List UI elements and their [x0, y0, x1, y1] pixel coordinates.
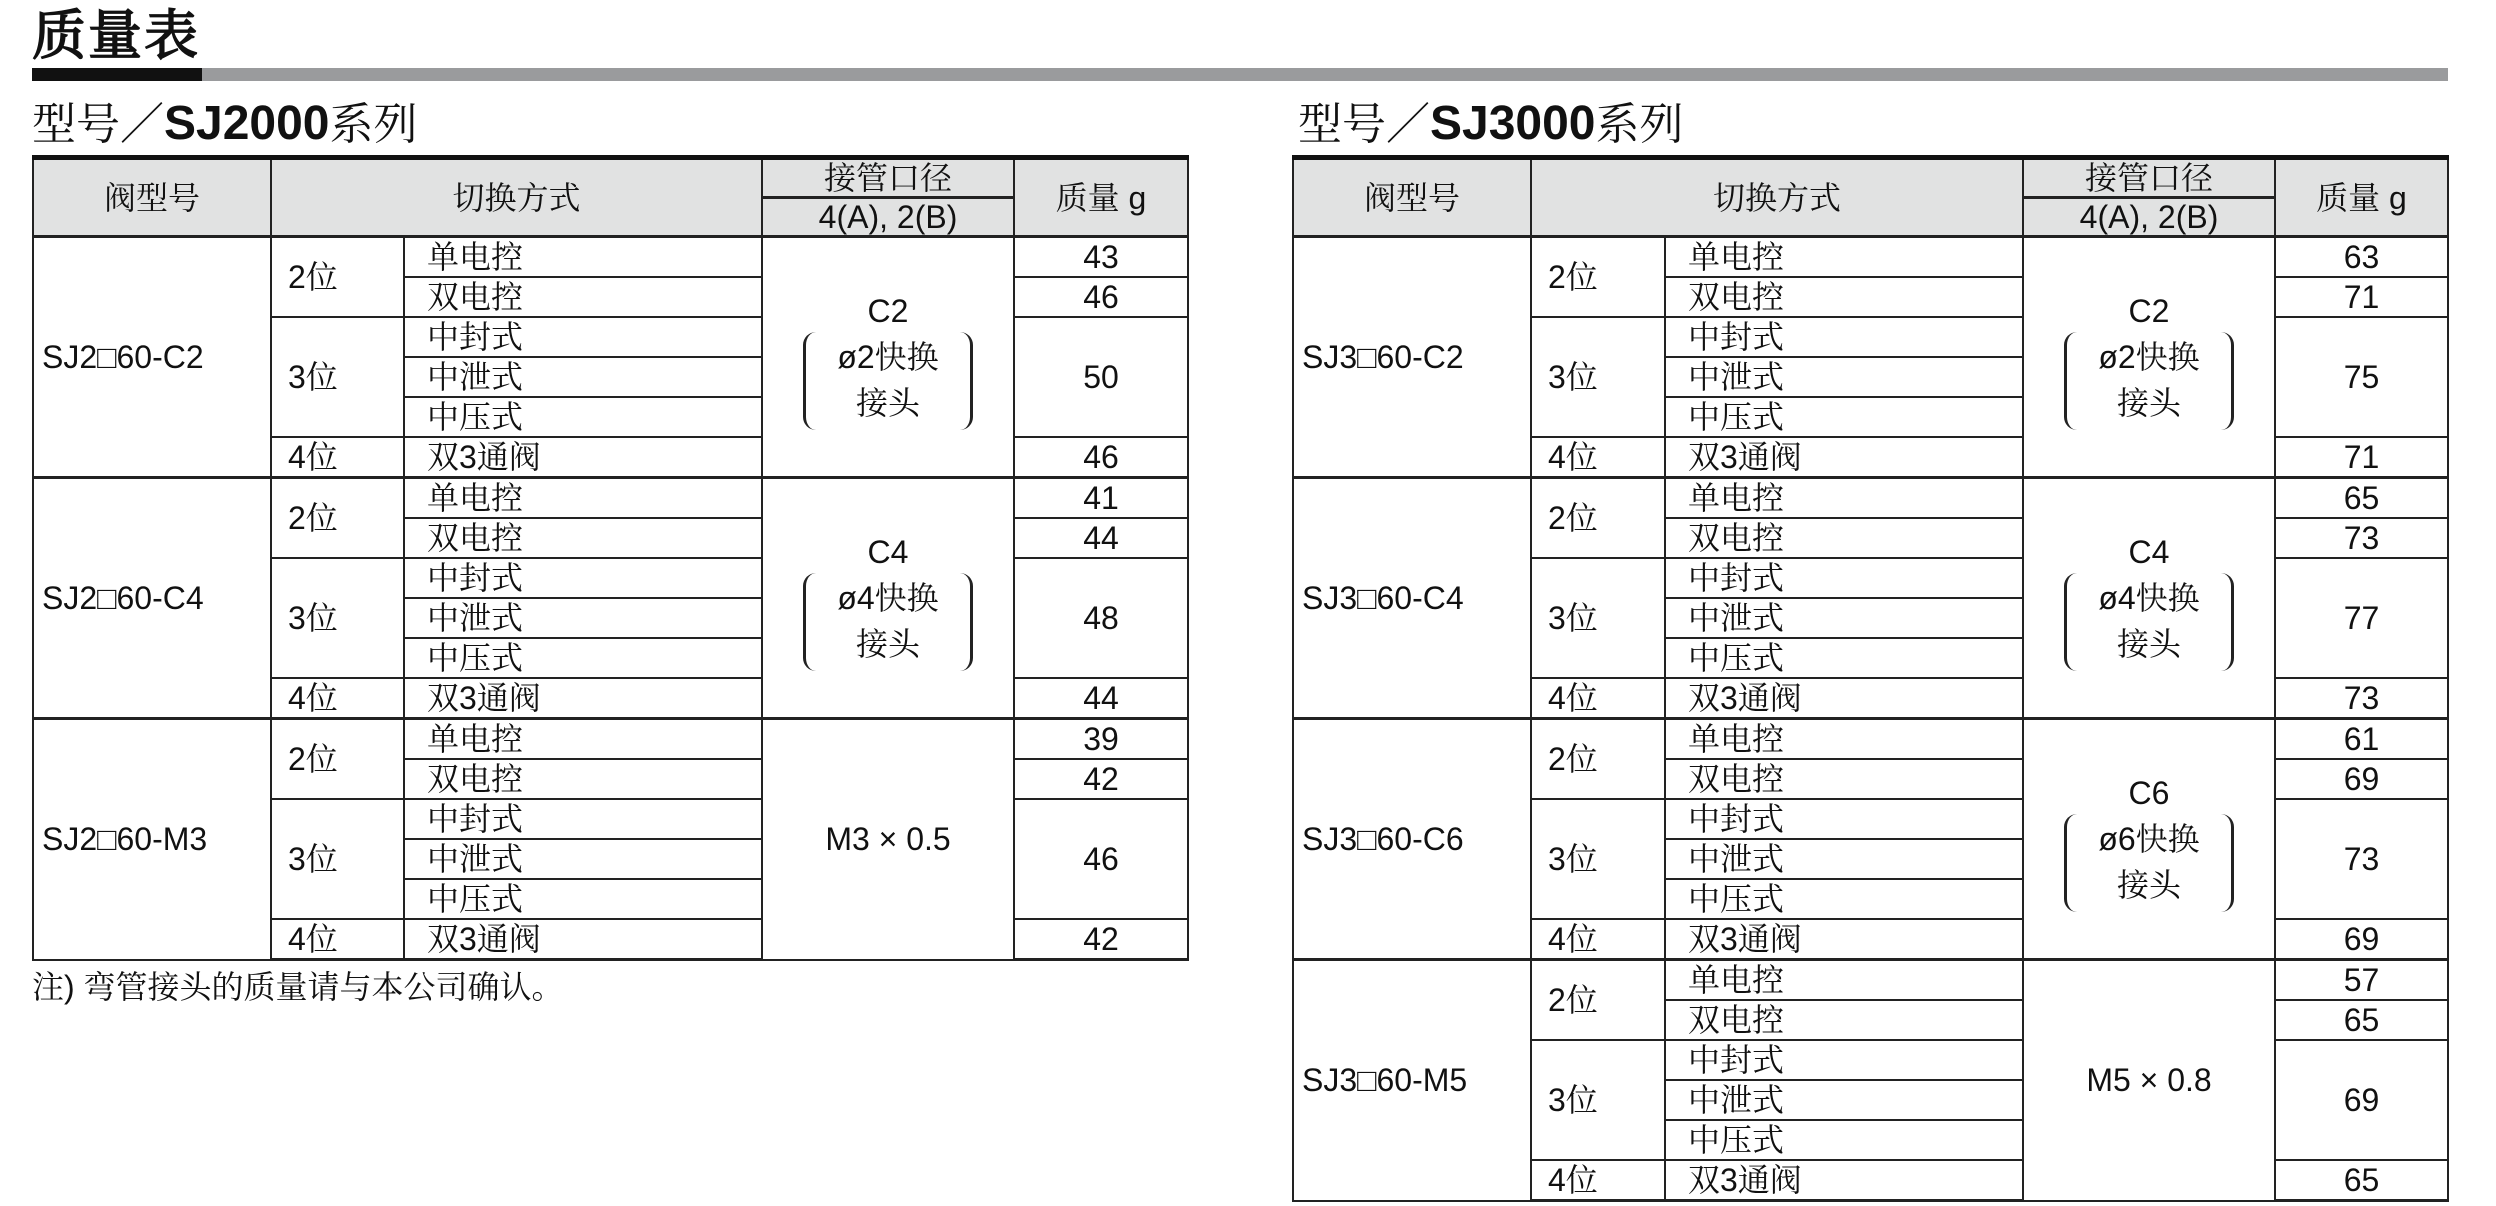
- switching-method-cell: 中封式: [1665, 1040, 2023, 1080]
- mass-value-cell: 42: [1014, 919, 1188, 960]
- switching-method-cell: 单电控: [1665, 719, 2023, 760]
- left-paren-icon: [803, 332, 816, 430]
- port-text-line: ø4快换: [2098, 580, 2200, 616]
- position-cell: 4位: [271, 678, 404, 719]
- port-text-line: 接头: [856, 385, 921, 421]
- position-cell: 4位: [1531, 1160, 1665, 1201]
- left-paren-icon: [2064, 332, 2077, 430]
- port-text-line: ø2快换: [2098, 339, 2200, 375]
- mass-value-cell: 63: [2275, 237, 2448, 278]
- port-fitting-label: [2064, 288, 2233, 426]
- port-size-cell: [2023, 719, 2275, 960]
- model-cell: SJ2□60-C2: [33, 237, 271, 478]
- position-cell: 2位: [271, 478, 404, 559]
- port-text-line: 接头: [2117, 867, 2182, 903]
- footnote: 注) 弯管接头的质量请与本公司确认。: [32, 969, 564, 1005]
- switching-method-cell: 中封式: [1665, 799, 2023, 839]
- mass-value-cell: 43: [1014, 237, 1188, 278]
- mass-value-cell: 48: [1014, 558, 1188, 678]
- position-cell: 3位: [1531, 558, 1665, 678]
- port-fitting-label: [803, 529, 972, 667]
- switching-method-cell: 中封式: [404, 558, 762, 598]
- port-size-cell: [2023, 237, 2275, 478]
- title-underline-rule: [202, 68, 2448, 81]
- switching-method-cell: 中泄式: [404, 839, 762, 879]
- mass-value-cell: 75: [2275, 317, 2448, 437]
- mass-value-cell: 77: [2275, 558, 2448, 678]
- mass-value-cell: 69: [2275, 919, 2448, 960]
- port-size-cell: [762, 237, 1014, 478]
- left-paren-icon: [803, 573, 816, 671]
- position-cell: 2位: [1531, 719, 1665, 800]
- port-fitting-label: [803, 288, 972, 426]
- port-size-cell: [762, 478, 1014, 719]
- port-text-line: C2: [867, 293, 909, 329]
- section-series: SJ2000: [164, 97, 330, 150]
- mass-value-cell: 65: [2275, 1160, 2448, 1201]
- header-switching: 切换方式: [1531, 158, 2023, 237]
- position-cell: 4位: [271, 437, 404, 478]
- left-paren-icon: [2064, 573, 2077, 671]
- mass-value-cell: 69: [2275, 759, 2448, 799]
- switching-method-cell: 双3通阀: [404, 678, 762, 719]
- switching-method-cell: 中压式: [1665, 1120, 2023, 1160]
- table-row: [1293, 960, 2448, 1001]
- port-size-cell: [2023, 960, 2275, 1201]
- port-text-line: C6: [2128, 775, 2170, 811]
- switching-method-cell: 中压式: [1665, 397, 2023, 437]
- switching-method-cell: 中泄式: [404, 598, 762, 638]
- model-cell: SJ3□60-C4: [1293, 478, 1531, 719]
- switching-method-cell: 单电控: [404, 237, 762, 278]
- section-suffix: 系列: [1595, 100, 1684, 149]
- switching-method-cell: 单电控: [404, 478, 762, 519]
- table-row: [1293, 237, 2448, 278]
- port-text-line: ø6快换: [2098, 821, 2200, 857]
- mass-value-cell: 44: [1014, 518, 1188, 558]
- model-cell: SJ2□60-M3: [33, 719, 271, 960]
- mass-value-cell: 69: [2275, 1040, 2448, 1160]
- port-fitting-label: [2064, 529, 2233, 667]
- table-row: [33, 719, 1188, 760]
- switching-method-cell: 中压式: [1665, 879, 2023, 919]
- switching-method-cell: 双电控: [1665, 1000, 2023, 1040]
- position-cell: 3位: [271, 317, 404, 437]
- position-cell: 3位: [271, 558, 404, 678]
- switching-method-cell: 中压式: [404, 879, 762, 919]
- position-cell: 2位: [271, 719, 404, 800]
- page-title: 质量表: [32, 6, 200, 66]
- port-text-line: C4: [2128, 534, 2170, 570]
- right-paren-icon: [2221, 814, 2234, 912]
- header-switching: 切换方式: [271, 158, 762, 237]
- right-paren-icon: [960, 332, 973, 430]
- table-row: [1293, 478, 2448, 519]
- position-cell: 3位: [1531, 317, 1665, 437]
- mass-value-cell: 61: [2275, 719, 2448, 760]
- table-row: [1293, 719, 2448, 760]
- port-text-line: ø4快换: [837, 580, 939, 616]
- table-row: [33, 237, 1188, 278]
- header-mass: 质量 g: [1014, 158, 1188, 237]
- mass-value-cell: 46: [1014, 799, 1188, 919]
- switching-method-cell: 中压式: [404, 397, 762, 437]
- right-paren-icon: [2221, 332, 2234, 430]
- position-cell: 2位: [271, 237, 404, 318]
- switching-method-cell: 双电控: [404, 759, 762, 799]
- switching-method-cell: 双电控: [1665, 518, 2023, 558]
- title-underline-accent: [32, 68, 202, 81]
- switching-method-cell: 双3通阀: [1665, 678, 2023, 719]
- port-thread-label: M3 × 0.5: [825, 821, 951, 858]
- position-cell: 2位: [1531, 478, 1665, 559]
- switching-method-cell: 中封式: [1665, 317, 2023, 357]
- mass-value-cell: 71: [2275, 277, 2448, 317]
- switching-method-cell: 单电控: [1665, 237, 2023, 278]
- position-cell: 4位: [271, 919, 404, 960]
- model-cell: SJ3□60-C6: [1293, 719, 1531, 960]
- mass-value-cell: 71: [2275, 437, 2448, 478]
- position-cell: 3位: [1531, 1040, 1665, 1160]
- mass-value-cell: 41: [1014, 478, 1188, 519]
- mass-table-sj2000: [32, 155, 1189, 961]
- switching-method-cell: 中封式: [404, 799, 762, 839]
- header-model: 阀型号: [33, 158, 271, 237]
- mass-value-cell: 46: [1014, 437, 1188, 478]
- mass-value-cell: 73: [2275, 799, 2448, 919]
- port-size-cell: [762, 719, 1014, 960]
- port-text-line: 接头: [856, 626, 921, 662]
- mass-value-cell: 65: [2275, 1000, 2448, 1040]
- switching-method-cell: 中泄式: [1665, 1080, 2023, 1120]
- header-port: 接管口径: [762, 158, 1014, 198]
- position-cell: 3位: [1531, 799, 1665, 919]
- model-cell: SJ3□60-M5: [1293, 960, 1531, 1201]
- switching-method-cell: 双3通阀: [404, 919, 762, 960]
- switching-method-cell: 中封式: [404, 317, 762, 357]
- switching-method-cell: 单电控: [1665, 478, 2023, 519]
- position-cell: 2位: [1531, 960, 1665, 1041]
- port-thread-label: M5 × 0.8: [2086, 1062, 2212, 1099]
- switching-method-cell: 双电控: [1665, 759, 2023, 799]
- switching-method-cell: 单电控: [1665, 960, 2023, 1001]
- switching-method-cell: 双3通阀: [1665, 437, 2023, 478]
- mass-value-cell: 46: [1014, 277, 1188, 317]
- position-cell: 3位: [271, 799, 404, 919]
- switching-method-cell: 中泄式: [1665, 598, 2023, 638]
- switching-method-cell: 中泄式: [1665, 357, 2023, 397]
- section-title-sj3000: [1298, 96, 1684, 153]
- mass-value-cell: 42: [1014, 759, 1188, 799]
- section-prefix: 型号／: [1298, 100, 1430, 149]
- port-text-line: C2: [2128, 293, 2170, 329]
- port-text-line: 接头: [2117, 626, 2182, 662]
- header-mass: 质量 g: [2275, 158, 2448, 237]
- switching-method-cell: 双3通阀: [1665, 1160, 2023, 1201]
- position-cell: 4位: [1531, 678, 1665, 719]
- header-model: 阀型号: [1293, 158, 1531, 237]
- header-port-sub: 4(A), 2(B): [762, 198, 1014, 237]
- switching-method-cell: 双电控: [1665, 277, 2023, 317]
- table-row: [33, 478, 1188, 519]
- switching-method-cell: 中封式: [1665, 558, 2023, 598]
- port-fitting-label: [2064, 770, 2233, 908]
- header-port: 接管口径: [2023, 158, 2275, 198]
- position-cell: 2位: [1531, 237, 1665, 318]
- position-cell: 4位: [1531, 919, 1665, 960]
- switching-method-cell: 中泄式: [1665, 839, 2023, 879]
- mass-value-cell: 65: [2275, 478, 2448, 519]
- switching-method-cell: 单电控: [404, 719, 762, 760]
- section-suffix: 系列: [329, 100, 418, 149]
- switching-method-cell: 双3通阀: [1665, 919, 2023, 960]
- switching-method-cell: 双3通阀: [404, 437, 762, 478]
- section-series: SJ3000: [1430, 97, 1596, 150]
- mass-value-cell: 44: [1014, 678, 1188, 719]
- mass-value-cell: 57: [2275, 960, 2448, 1001]
- switching-method-cell: 中泄式: [404, 357, 762, 397]
- switching-method-cell: 双电控: [404, 518, 762, 558]
- header-port-sub: 4(A), 2(B): [2023, 198, 2275, 237]
- model-cell: SJ2□60-C4: [33, 478, 271, 719]
- mass-value-cell: 73: [2275, 518, 2448, 558]
- right-paren-icon: [2221, 573, 2234, 671]
- section-title-sj2000: [32, 96, 418, 153]
- model-cell: SJ3□60-C2: [1293, 237, 1531, 478]
- port-text-line: 接头: [2117, 385, 2182, 421]
- section-prefix: 型号／: [32, 100, 164, 149]
- switching-method-cell: 中压式: [404, 638, 762, 678]
- port-size-cell: [2023, 478, 2275, 719]
- port-text-line: ø2快换: [837, 339, 939, 375]
- mass-table-sj3000: [1292, 155, 2449, 1202]
- left-paren-icon: [2064, 814, 2077, 912]
- mass-value-cell: 39: [1014, 719, 1188, 760]
- position-cell: 4位: [1531, 437, 1665, 478]
- switching-method-cell: 中压式: [1665, 638, 2023, 678]
- switching-method-cell: 双电控: [404, 277, 762, 317]
- right-paren-icon: [960, 573, 973, 671]
- mass-value-cell: 50: [1014, 317, 1188, 437]
- port-text-line: C4: [867, 534, 909, 570]
- mass-value-cell: 73: [2275, 678, 2448, 719]
